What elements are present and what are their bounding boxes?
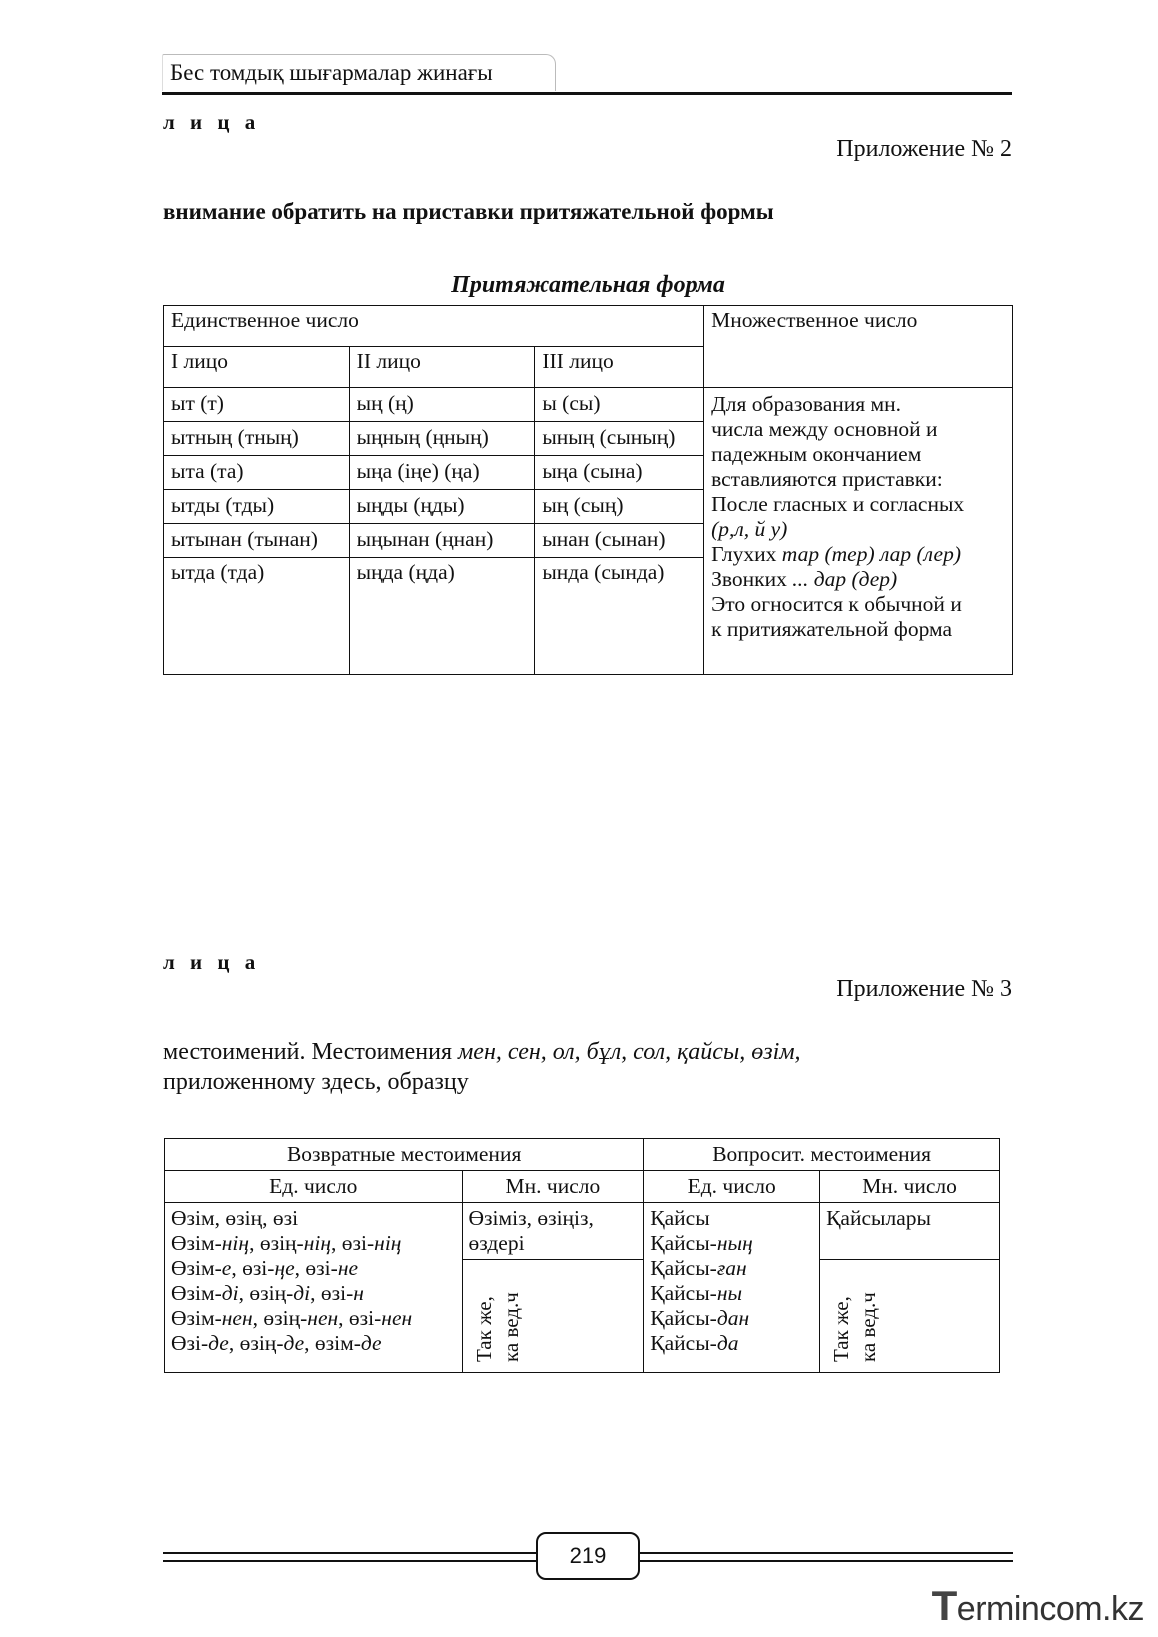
table-cell: ыт (т) <box>164 388 350 422</box>
sub-header-singular: Ед. число <box>644 1171 820 1203</box>
table-cell: ытда (тда) <box>164 558 350 675</box>
singular-header: Единственное число <box>164 306 704 347</box>
note-line: Это огносится к обычной и <box>711 592 962 616</box>
appendix-2-title: Приложение № 2 <box>836 136 1012 162</box>
sub-header-plural: Мн. число <box>820 1171 1000 1203</box>
same-as-singular-note: Так же, ка вед.ч <box>462 1260 644 1373</box>
table-cell: ытынан (тынан) <box>164 524 350 558</box>
table-cell: ыңа (сына) <box>535 456 704 490</box>
appendix-3-title: Приложение № 3 <box>836 976 1012 1002</box>
note-line: вставлияются приставки: <box>711 467 943 491</box>
same-as-singular-note: Так же, ка вед.ч <box>820 1260 1000 1373</box>
footer-rule-left <box>163 1552 538 1562</box>
table-cell: ынан (сынан) <box>535 524 704 558</box>
note-line: числа между основной и <box>711 417 938 441</box>
person-2-header: II лицо <box>349 347 535 388</box>
note-line: После гласных и согласных <box>711 492 965 516</box>
list-item: Қайсы-да <box>650 1331 739 1355</box>
list-item: Өзім-нің, өзің-нің, өзі-нің <box>171 1231 402 1255</box>
table-cell: ытның (тның) <box>164 422 350 456</box>
list-item: Қайсы-ған <box>650 1256 747 1280</box>
section2-label: л и ц а <box>163 950 261 974</box>
plural-header: Множественное число <box>704 306 1013 388</box>
possessive-form-table <box>163 305 1013 675</box>
list-item: Қайсы-дан <box>650 1306 750 1330</box>
table-cell: ытды (тды) <box>164 490 350 524</box>
note-line: Звонких ... дар (дер) <box>711 567 898 591</box>
pronouns-table <box>164 1138 1000 1373</box>
sub-header-singular: Ед. число <box>165 1171 463 1203</box>
person-3-header: III лицо <box>535 347 704 388</box>
sub-header-plural: Мн. число <box>462 1171 644 1203</box>
section1-label: л и ц а <box>163 110 261 134</box>
note-line: падежным окончанием <box>711 442 922 466</box>
table-cell: ыта (та) <box>164 456 350 490</box>
reflexive-plural-forms: Өзіміз, өзіңіз, өздері <box>462 1203 644 1260</box>
list-item: Қайсы-ның <box>650 1231 753 1255</box>
list-item: Өзім-ді, өзің-ді, өзі-н <box>171 1281 364 1305</box>
table-cell: ы (сы) <box>535 388 704 422</box>
table-cell: ыңынан (ңнан) <box>349 524 535 558</box>
list-item: Қайсы-ны <box>650 1281 743 1305</box>
table-cell: ың (ң) <box>349 388 535 422</box>
reflexive-pronouns-header: Возвратные местоимения <box>165 1139 644 1171</box>
header-rule <box>162 92 1012 95</box>
note-line: (р,л, й у) <box>711 517 788 541</box>
note-line: Глухих тар (тер) лар (лер) <box>711 542 962 566</box>
page-number: 219 <box>536 1532 640 1580</box>
watermark-logo: Termincom.kz <box>931 1582 1144 1629</box>
list-item: Өзім, өзің, өзі <box>171 1206 299 1230</box>
list-item: Өзі-де, өзің-де, өзім-де <box>171 1331 382 1355</box>
reflexive-singular-forms <box>165 1203 463 1373</box>
list-item: Қайсы <box>650 1206 710 1230</box>
note-line: Для образования мн. <box>711 392 902 416</box>
section2-paragraph: местоимений. Местоимения мен, сен, ол, бұл, сол, қайсы, өзім, приложенному здесь, образцу <box>163 1039 801 1095</box>
interrogative-plural-forms: Қайсылары <box>820 1203 1000 1260</box>
table-cell: ында (сында) <box>535 558 704 675</box>
running-header-title: Бес томдық шығармалар жинағы <box>170 60 493 85</box>
list-item: Өзім-е, өзі-ңе, өзі-не <box>171 1256 359 1280</box>
section1-instruction: внимание обратить на приставки притяжательной формы <box>163 199 774 224</box>
table-cell: ыңа (іңе) (ңа) <box>349 456 535 490</box>
plural-formation-note <box>704 388 1013 675</box>
table1-caption: Притяжательная форма <box>451 272 725 298</box>
list-item: Өзім-нен, өзің-нен, өзі-нен <box>171 1306 413 1330</box>
table-cell: ыңда (ңда) <box>349 558 535 675</box>
table-cell: ының (сының) <box>535 422 704 456</box>
footer-rule-right <box>636 1552 1013 1562</box>
table-cell: ыңның (ңның) <box>349 422 535 456</box>
table-cell: ың (сың) <box>535 490 704 524</box>
note-line: к притияжательной форма <box>711 617 953 641</box>
interrogative-singular-forms <box>644 1203 820 1373</box>
person-1-header: I лицо <box>164 347 350 388</box>
interrogative-pronouns-header: Вопросит. местоимения <box>644 1139 1000 1171</box>
table-cell: ыңды (ңды) <box>349 490 535 524</box>
